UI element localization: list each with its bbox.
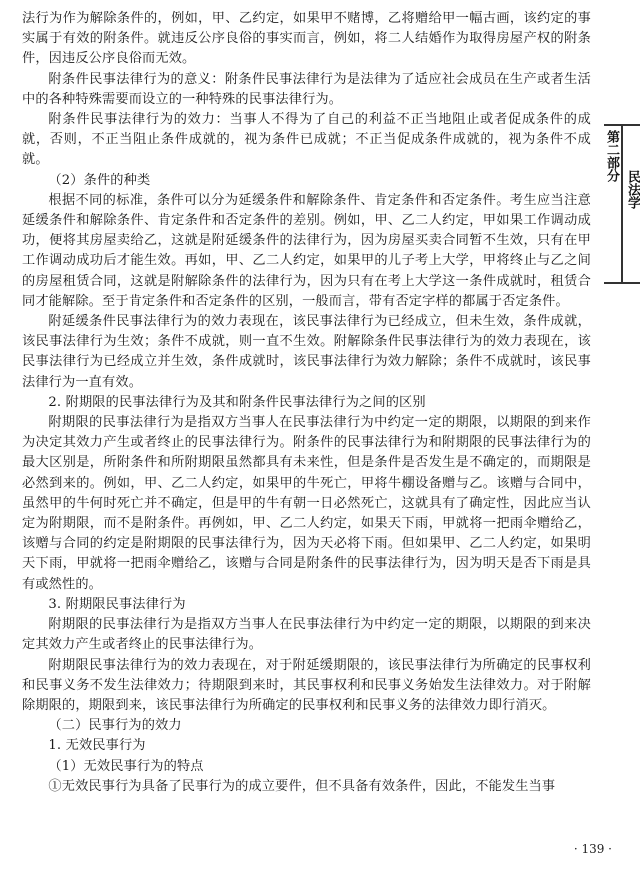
paragraph: （1）无效民事行为的特点 bbox=[48, 758, 204, 774]
paragraph: 根据不同的标准，条件可以分为延缓条件和解除条件、肯定条件和否定条件。考生应当注意延缓条件和解除条件、肯定条件和否定条件的差别。例如，甲、乙二人约定，甲如果工作调动成功，便将其房屋卖给乙，这就是附延缓条件的法律行为，因为房屋买卖合同暂不生效，只有在甲工作调动成功后才能生效。再如，甲、乙二人约定，如果甲的儿子考上大学，甲将终止与乙之间的房屋租赁合同，这就是附解除条件的法律行为，因为只有在考上大学这一条件成就时，租赁合同才能解除。至于肯定条件和否定条件的区别，一般而言，带有否定字样的都属于否定条件。 bbox=[22, 192, 591, 309]
paragraph: ①无效民事行为具备了民事行为的成立要件，但不具备有效条件，因此，不能发生当事 bbox=[48, 778, 556, 794]
paragraph: （二）民事行为的效力 bbox=[48, 718, 182, 734]
paragraph: 附期限的民事法律行为是指双方当事人在民事法律行为中约定一定的期限，以期限的到来决定其效力产生或者终止的民事法律行为。 bbox=[22, 617, 591, 653]
tab-divider bbox=[621, 126, 623, 282]
page-number: · 139 · bbox=[573, 842, 612, 856]
paragraph: 附期限民事法律行为的效力表现在，对于附延缓期限的，该民事法律行为所确定的民事权利和民事义务不发生法律效力；待期限到来时，其民事权利和民事义务始发生法律效力。对于附解除期限的，期限到来，该民事法律行为所确定的民事权利和民事义务的法律效力即行消灭。 bbox=[22, 657, 591, 713]
page-body bbox=[22, 9, 591, 797]
paragraph: 3. 附期限民事法律行为 bbox=[48, 596, 186, 612]
paragraph: 附条件民事法律行为的意义：附条件民事法律行为是法律为了适应社会成员在生产或者生活中的各种特殊需要而设立的一种特殊的民事法律行为。 bbox=[22, 71, 591, 107]
paragraph: 附条件民事法律行为的效力：当事人不得为了自己的利益不正当地阻止或者促成条件的成就，否则，不正当阻止条件成就的，视为条件已成就；不正当促成条件成就的，视为条件不成就。 bbox=[22, 112, 591, 168]
paragraph: 2. 附期限的民事法律行为及其和附条件民事法律行为之间的区别 bbox=[48, 394, 426, 410]
section-label: 民法学 bbox=[625, 170, 640, 209]
paragraph: （2）条件的种类 bbox=[48, 172, 151, 188]
part-label: 第二部分 bbox=[604, 130, 619, 182]
paragraph: 附延缓条件民事法律行为的效力表现在，该民事法律行为已经成立，但未生效，条件成就，该民事法律行为生效；条件不成就，则一直不生效。附解除条件民事法律行为的效力表现在，该民事法律行为已经成立并生效，条件成就时，该民事法律行为效力解除；条件不成就时，该民事法律行为一直有效。 bbox=[22, 314, 591, 390]
paragraph: 1. 无效民事行为 bbox=[48, 738, 146, 754]
section-side-tab bbox=[604, 124, 640, 284]
paragraph: 附期限的民事法律行为是指双方当事人在民事法律行为中约定一定的期限，以期限的到来作为决定其效力产生或者终止的民事法律行为。附条件的民事法律行为和附期限的民事法律行为的最大区别是，所附条件和所附期限虽然都具有未来性，但是条件是否发生是不确定的，而期限是必然到来的。例如，甲、乙二人约定，如果甲的牛死亡，甲将牛棚设备赠与乙。该赠与合同中，虽然甲的牛何时死亡并不确定，但是甲的牛有朝一日必然死亡，这就具有了确定性，因此应当认定为附期限，而不是附条件。再例如，甲、乙二人约定，如果天下雨，甲就将一把雨伞赠给乙，该赠与合同的约定是附期限的民事法律行为，因为天必将下雨。但如果甲、乙二人约定，如果明天下雨，甲就将一把雨伞赠给乙，该赠与合同是附条件的民事法律行为，因为明天是否下雨是具有或然性的。 bbox=[22, 415, 591, 592]
paragraph: 法行为作为解除条件的，例如，甲、乙约定，如果甲不赌博，乙将赠给甲一幅古画，该约定的事实属于有效的附条件。就违反公序良俗的事实而言，例如，将二人结婚作为取得房屋产权的附条件，因违反公序良俗而无效。 bbox=[22, 11, 591, 67]
